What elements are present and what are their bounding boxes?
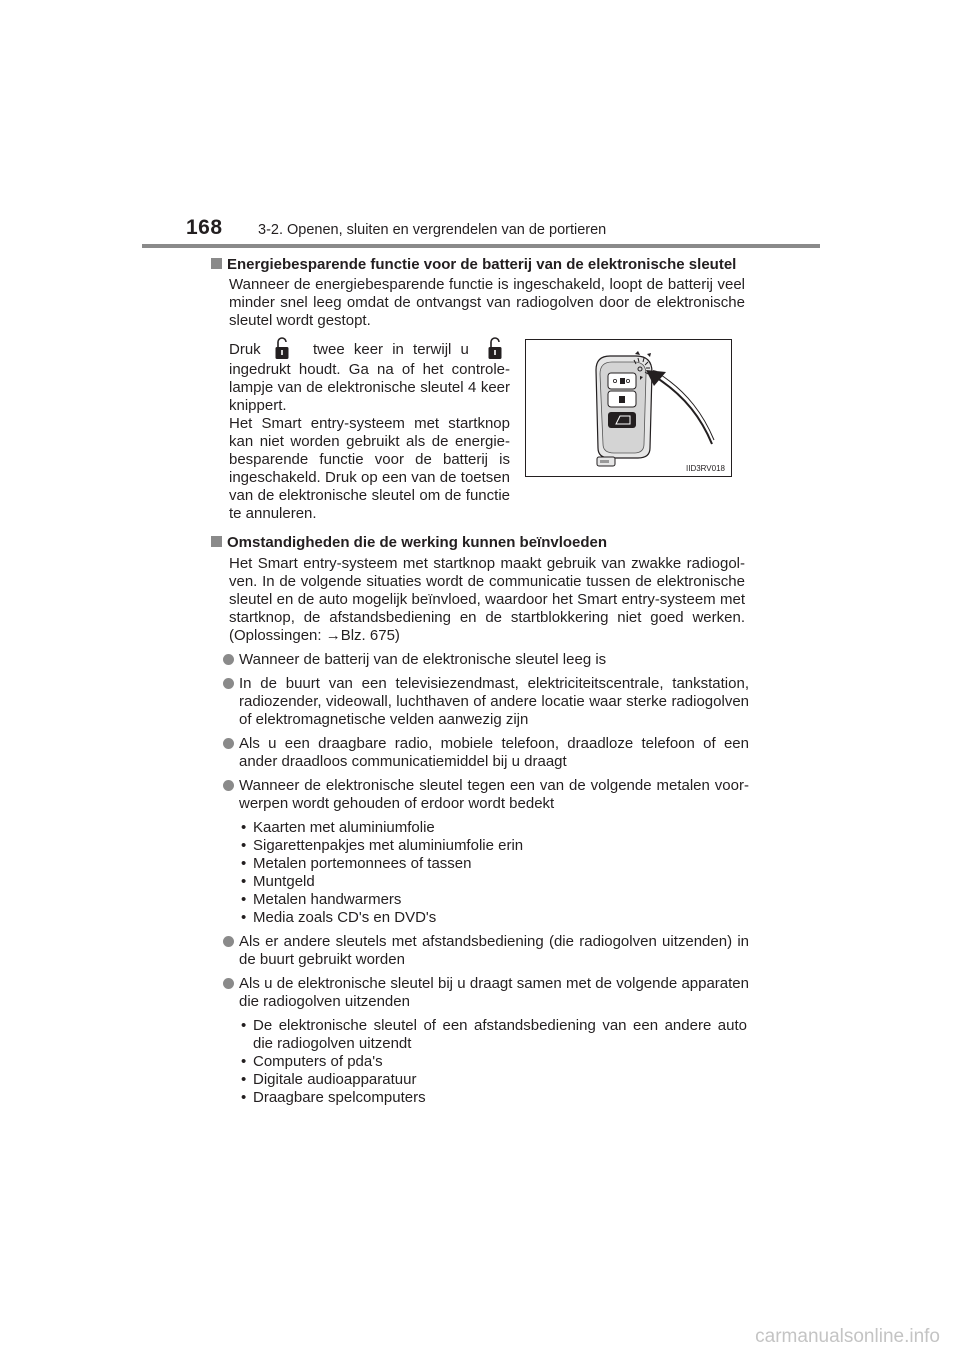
bullet-dot	[223, 780, 234, 791]
sub-list-item	[223, 1053, 749, 1071]
section-heading-text: Omstandigheden die de werking kunnen beïnvloeden	[227, 534, 608, 551]
sub-item-text: Muntgeld	[253, 873, 315, 890]
chapter-title: 3-2. Openen, sluiten en vergrendelen van de portieren	[258, 222, 607, 238]
sub-bullet: •	[241, 1089, 247, 1106]
sub-list-item	[223, 837, 749, 855]
press-mid-text: twee keer in terwijl u	[313, 341, 469, 358]
lock-button-icon-2	[487, 335, 503, 361]
sub-bullet: •	[241, 837, 247, 854]
sub-item-text: De elektronische sleutel of een afstandsbediening van een andere auto die radiogolven uitzendt	[253, 1017, 747, 1052]
sub-bullet: •	[241, 1017, 247, 1034]
lock-button-icon	[274, 335, 290, 361]
sub-item-text: Computers of pda's	[253, 1053, 383, 1070]
page-number: 168	[186, 216, 223, 239]
list-item	[223, 675, 749, 729]
sub-list-item	[223, 909, 749, 927]
press-instruction-line	[229, 341, 510, 359]
list-item	[223, 735, 749, 771]
list-item	[223, 975, 749, 1011]
bullet-dot	[223, 936, 234, 947]
sub-item-text: Media zoals CD's en DVD's	[253, 909, 437, 926]
section-heading-conditions	[211, 534, 607, 551]
sub-bullet: •	[241, 1053, 247, 1070]
sub-bullet: •	[241, 909, 247, 926]
bullet-dot	[223, 678, 234, 689]
heading-square-marker	[211, 536, 222, 547]
sub-list-item	[223, 819, 749, 837]
bullet-text: In de buurt van een televisiezendmast, elektriciteitscentrale, tankstation, radiozender, videowall, luchthaven of andere locatie waar sterke radiogolven of elektromagnetische velden aanwezig zijn	[239, 675, 749, 728]
sub-list-item	[223, 1071, 749, 1089]
bullet-text: Wanneer de elektronische sleutel tegen een van de volgende metalen voorwerpen wordt gehouden of erdoor wordt bedekt	[239, 777, 749, 812]
sub-bullet: •	[241, 873, 247, 890]
sub-item-text: Metalen portemonnees of tassen	[253, 855, 472, 872]
smart-key-illustration	[526, 340, 731, 476]
smart-key-figure	[525, 339, 732, 477]
list-item	[223, 777, 749, 813]
radio-devices-list	[223, 1017, 749, 1107]
bullet-dot	[223, 738, 234, 749]
sub-item-text: Sigarettenpakjes met aluminiumfolie erin	[253, 837, 524, 854]
sub-list-item	[223, 891, 749, 909]
sub-list-item	[223, 855, 749, 873]
sub-list-item	[223, 1017, 749, 1053]
heading-square-marker	[211, 258, 222, 269]
sub-bullet: •	[241, 819, 247, 836]
figure-code: IID3RV018	[686, 464, 725, 473]
bullet-text: Als u de elektronische sleutel bij u draagt samen met de volgende apparaten die radiogolven uitzenden	[239, 975, 749, 1010]
conditions-list	[223, 651, 749, 1113]
sub-item-text: Metalen handwarmers	[253, 891, 402, 908]
conditions-intro: Het Smart entry-systeem met startknop maakt gebruik van zwakke radiogolven. In de volgende situaties wordt de communicatie tussen de elektronische sleutel en de auto mogelijk beïnvloed, waardoor het Smart entry-systeem met startknop, de afstandsbediening en de startblokkering niet goed werken. (Oplossingen: →Blz. 675)	[229, 555, 745, 644]
press-instruction-rest: ingedrukt houdt. Ga na of het controlelampje van de elektronische sleutel 4 keer knippert.	[229, 361, 510, 414]
section-heading-battery-saving	[211, 256, 736, 273]
sub-bullet: •	[241, 891, 247, 908]
sub-bullet: •	[241, 1071, 247, 1088]
sub-list-item	[223, 873, 749, 891]
header-rule	[142, 244, 820, 248]
list-item	[223, 651, 749, 669]
sub-bullet: •	[241, 855, 247, 872]
bullet-text: Wanneer de batterij van de elektronische sleutel leeg is	[239, 651, 607, 668]
metal-objects-list	[223, 819, 749, 927]
bullet-text: Als er andere sleutels met afstandsbediening (die radiogolven uitzenden) in de buurt gebruikt worden	[239, 933, 749, 968]
watermark: carmanualsonline.info	[755, 1326, 940, 1347]
sub-item-text: Digitale audioapparatuur	[253, 1071, 417, 1088]
bullet-dot	[223, 978, 234, 989]
bullet-dot	[223, 654, 234, 665]
battery-saving-note: Het Smart entry-systeem met startknop kan niet worden gebruikt als de energiebesparende functie voor de batterij is ingeschakeld. Druk op een van de toetsen van de elektronische sleutel om de functie te annuleren.	[229, 415, 510, 522]
sub-item-text: Draagbare spelcomputers	[253, 1089, 426, 1106]
bullet-text: Als u een draagbare radio, mobiele telefoon, draadloze telefoon of een ander draadloos communicatiemiddel bij u draagt	[239, 735, 749, 770]
list-item	[223, 933, 749, 969]
sub-list-item	[223, 1089, 749, 1107]
section-heading-text: Energiebesparende functie voor de batterij van de elektronische sleutel	[227, 256, 737, 273]
battery-saving-intro: Wanneer de energiebesparende functie is ingeschakeld, loopt de batterij veel minder snel leeg omdat de ontvangst van radiogolven door de elektronische sleutel wordt gestopt.	[229, 276, 745, 329]
sub-item-text: Kaarten met aluminiumfolie	[253, 819, 435, 836]
press-word: Druk	[229, 341, 261, 358]
